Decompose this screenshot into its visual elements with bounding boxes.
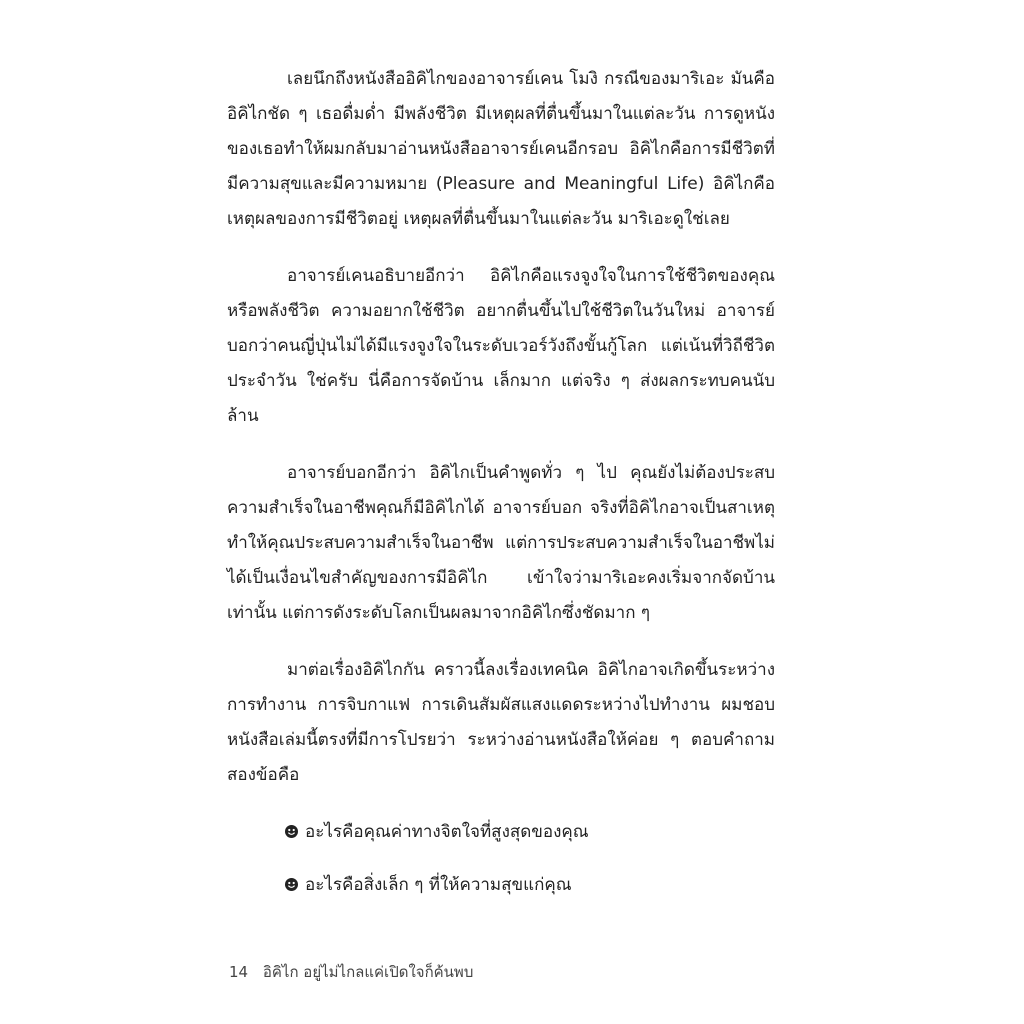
paragraph-3: อาจารย์บอกอีกว่า อิคิไกเป็นคำพูดทั่ว ๆ ไป คุณยังไม่ต้องประสบความสำเร็จในอาชีพคุณก็มีอิคิไกได้ อาจารย์บอก จริงที่อิคิไกอาจเป็นสาเหตุทำให้คุณประสบความสำเร็จในอาชีพ แต่การประสบความสำเร็จในอาชีพไม่ได้เป็นเงื่อนไขสำคัญของการมีอิคิไก เข้าใจว่ามาริเอะคงเริ่มจากจัดบ้านเท่านั้น แต่การดังระดับโลกเป็นผลมาจากอิคิไกซึ่งชัดมาก ๆ <box>227 463 775 623</box>
page-body <box>227 62 775 921</box>
paragraph-1: เลยนึกถึงหนังสืออิคิไกของอาจารย์เคน โมงิ กรณีของมาริเอะ มันคืออิคิไกชัด ๆ เธอดื่มด่ำ มีพลังชีวิต มีเหตุผลที่ตื่นขึ้นมาในแต่ละวัน การดูหนังของเธอทำให้ผมกลับมาอ่านหนังสืออาจารย์เคนอีกรอบ อิคิไกคือการมีชีวิตที่มีความสุขและมีความหมาย (Pleasure and Meaningful Life) อิคิไกคือเหตุผลของการมีชีวิตอยู่ เหตุผลที่ตื่นขึ้นมาในแต่ละวัน มาริเอะดูใช่เลย <box>227 69 775 229</box>
question-list <box>227 815 775 903</box>
list-item-text: อะไรคือสิ่งเล็ก ๆ ที่ให้ความสุขแก่คุณ <box>305 875 572 895</box>
page-footer <box>229 960 473 984</box>
list-item-text: อะไรคือคุณค่าทางจิตใจที่สูงสุดของคุณ <box>305 822 589 842</box>
list-item <box>285 815 775 850</box>
page-number: 14 <box>229 963 249 981</box>
list-item <box>285 868 775 903</box>
smiley-face-icon <box>285 816 298 829</box>
running-title: อิคิไก อยู่ไม่ไกลแค่เปิดใจก็ค้นพบ <box>262 963 474 981</box>
paragraph-2: อาจารย์เคนอธิบายอีกว่า อิคิไกคือแรงจูงใจในการใช้ชีวิตของคุณ หรือพลังชีวิต ความอยากใช้ชีวิต อยากตื่นขึ้นไปใช้ชีวิตในวันใหม่ อาจารย์บอกว่าคนญี่ปุ่นไม่ได้มีแรงจูงใจในระดับเวอร์วังถึงขั้นกู้โลก แต่เน้นที่วิถีชีวิตประจำวัน ใช่ครับ นี่คือการจัดบ้าน เล็กมาก แต่จริง ๆ ส่งผลกระทบคนนับล้าน <box>227 266 775 426</box>
paragraph-4: มาต่อเรื่องอิคิไกกัน คราวนี้ลงเรื่องเทคนิค อิคิไกอาจเกิดขึ้นระหว่างการทำงาน การจิบกาแฟ การเดินสัมผัสแสงแดดระหว่างไปทำงาน ผมชอบหนังสือเล่มนี้ตรงที่มีการโปรยว่า ระหว่างอ่านหนังสือให้ค่อย ๆ ตอบคำถามสองข้อคือ <box>227 660 775 785</box>
smiley-face-icon <box>285 869 298 882</box>
